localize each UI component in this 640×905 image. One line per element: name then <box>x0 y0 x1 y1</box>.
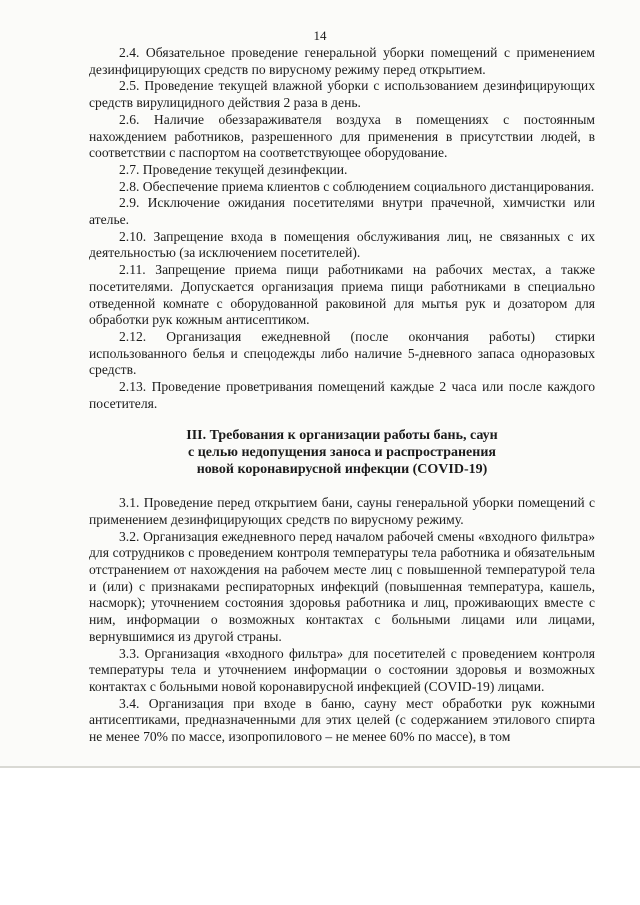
paragraph-2-6: 2.6. Наличие обеззараживателя воздуха в помещениях с постоянным нахождением работников, разрешенного для применения в присутствии людей, в соответствии с паспортом на соответствующее оборудование. <box>89 111 595 161</box>
paragraph-2-10: 2.10. Запрещение входа в помещения обслуживания лиц, не связанных с их деятельностью (за исключением посетителей). <box>89 228 595 261</box>
paragraph-3-1: 3.1. Проведение перед открытием бани, сауны генеральной уборки помещений с применением дезинфицирующих средств по вирусному режиму. <box>89 495 595 527</box>
paragraph-3-4: 3.4. Организация при входе в баню, сауну мест обработки рук кожными антисептиками, предназначенными для этих целей (с содержанием этилового спирта не менее 70% по массе, изопропилового – не менее 60% по массе), в том <box>89 695 595 745</box>
paragraph-2-12: 2.12. Организация ежедневной (после окончания работы) стирки использованного белья и спецодежды либо наличие 5-дневного запаса одноразовых средств. <box>89 328 595 378</box>
section-heading-line: новой коронавирусной инфекции (COVID-19) <box>196 461 488 477</box>
section-heading-line: с целью недопущения заноса и распространения <box>188 445 496 461</box>
paragraph-2-7: 2.7. Проведение текущей дезинфекции. <box>119 161 348 177</box>
paragraph-2-13: 2.13. Проведение проветривания помещений каждые 2 часа или после каждого посетителя. <box>89 379 595 411</box>
paragraph-3-3: 3.3. Организация «входного фильтра» для посетителей с проведением контроля температуры тела и уточнением информации о состоянии здоровья и возможных контактах с больными новой коронавирусной инфекцией (COVID-19) лицами. <box>89 645 595 694</box>
document-body <box>89 45 595 746</box>
paragraph-2-4: 2.4. Обязательное проведение генеральной уборки помещений с применением дезинфицирующих средств по вирусному режиму перед открытием. <box>89 45 595 77</box>
page-number: 14 <box>313 28 327 43</box>
paragraph-2-11: 2.11. Запрещение приема пищи работниками на рабочих местах, а также посетителями. Допускается организация приема пищи работниками в специально отведенной комнате с оборудованной раковиной для мытья рук и дозатором для обработки рук кожным антисептиком. <box>89 262 595 328</box>
paragraph-2-5: 2.5. Проведение текущей влажной уборки с использованием дезинфицирующих средств вирулицидного действия 2 раза в день. <box>89 78 595 111</box>
paragraph-2-8: 2.8. Обеспечение приема клиентов с соблюдением социального дистанцирования. <box>119 178 595 194</box>
section-heading-line: III. Требования к организации работы бань, саун <box>186 428 498 444</box>
blank-area <box>0 768 640 905</box>
paragraph-3-2: 3.2. Организация ежедневного перед началом рабочей смены «входного фильтра» для сотрудников с проведением контроля температуры тела работника и обязательным отстранением от нахождения на рабочем месте лиц с повышенной температурой тела и (или) с признаками респираторных инфекций (повышенная температура, кашель, насморк); уточнением состояния здоровья работника и лиц, проживающих вместе с ним, информации о возможных контактах с больными лицами или лицами, вернувшимися из другой страны. <box>89 528 595 644</box>
paragraph-2-9: 2.9. Исключение ожидания посетителями внутри прачечной, химчистки или ателье. <box>89 195 595 228</box>
section-heading <box>89 428 595 478</box>
